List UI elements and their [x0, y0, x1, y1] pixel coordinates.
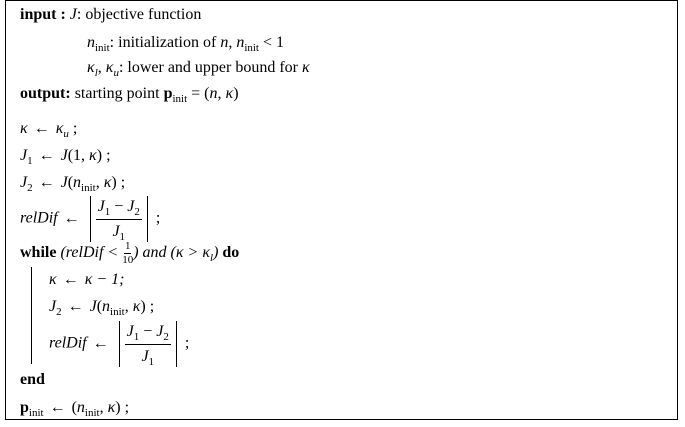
input-line-kappa-bounds	[87, 58, 310, 78]
reldif-num-J2: J	[127, 198, 135, 215]
kappa-bounds-desc: : lower and upper bound for	[118, 59, 302, 76]
final-n-sub: init	[84, 407, 100, 419]
loop3-name: relDif	[49, 334, 87, 352]
final-p: p	[20, 399, 29, 416]
final-p-sub: init	[28, 407, 44, 419]
step2-rhs-end: ) ;	[96, 147, 111, 164]
output-p-sub: init	[172, 93, 188, 105]
loop3-den-sub: 1	[148, 356, 155, 368]
output-keyword: output:	[20, 85, 71, 102]
input-ninit-desc: : initialization of	[109, 34, 221, 51]
loop3-num-J1: J	[126, 323, 134, 340]
loop3-num-J1-sub: 1	[133, 331, 140, 343]
loop3-minus: −	[139, 323, 157, 340]
loop2-lhs: J	[49, 298, 57, 315]
loop1-lhs: κ	[49, 271, 57, 288]
loop3-numerator	[125, 321, 171, 345]
while-frac-num: 1	[124, 239, 131, 252]
step3-rhs-n: n	[73, 174, 82, 191]
kappa-l-sub: l	[94, 67, 98, 79]
loop2-rhs-n: n	[102, 298, 111, 315]
step3-rhs-J: J	[60, 174, 68, 191]
loop3-arrow: ←	[92, 334, 109, 352]
final-assignment	[20, 398, 129, 418]
do-keyword: do	[222, 244, 240, 261]
reldif-end: ;	[151, 209, 161, 227]
kappa-comma: ,	[97, 59, 106, 76]
loop3-abs	[119, 321, 177, 367]
final-arrow: ←	[49, 399, 66, 416]
reldif-num-J1-sub: 1	[104, 206, 111, 218]
final-end: ) ;	[115, 399, 130, 416]
step1-end: ;	[68, 120, 78, 137]
step3-rhs-n-sub: init	[81, 182, 96, 194]
while-frac-den: 10	[122, 253, 134, 266]
loop3-fraction	[125, 321, 171, 367]
step2-rhs-J: J	[60, 147, 68, 164]
loop3-num-J2-sub: 2	[163, 331, 169, 343]
loop3-end: ;	[180, 334, 190, 352]
output-comma: ,	[217, 85, 226, 102]
kappa-bounds-kappa: κ	[302, 59, 310, 76]
while-fraction	[122, 241, 133, 266]
input-colon: :	[56, 6, 66, 23]
final-open: (	[71, 399, 77, 416]
step3-rhs-comma: ,	[95, 174, 104, 191]
loop2-arrow: ←	[67, 298, 84, 315]
while-line	[20, 240, 239, 266]
output-close: )	[233, 85, 239, 102]
input-n-sub: init	[95, 42, 110, 54]
loop2-rhs-kappa: κ	[132, 298, 141, 315]
step-kappa-init	[20, 119, 77, 139]
loop2-rhs-comma: ,	[124, 298, 133, 315]
input-ninit-cond-n: n	[236, 34, 245, 51]
input-keyword: input	[20, 6, 57, 23]
reldif-numerator	[96, 196, 142, 220]
loop-J2	[49, 297, 154, 317]
step1-arrow: ←	[33, 120, 50, 137]
loop3-num-J2: J	[156, 323, 164, 340]
kappa-u: κ	[105, 59, 114, 76]
loop2-lhs-sub: 2	[56, 306, 62, 318]
reldif-num-J2-sub: 2	[134, 206, 140, 218]
loop-kappa-decrement	[49, 270, 125, 290]
kappa-l: κ	[87, 59, 95, 76]
output-kappa: κ	[225, 85, 234, 102]
step3-lhs: J	[20, 174, 28, 191]
reldif-num-J1: J	[97, 198, 105, 215]
input-ninit-n: n	[220, 34, 229, 51]
step3-rhs-open: (	[67, 174, 74, 191]
loop2-rhs-J: J	[89, 298, 97, 315]
input-J: J	[69, 6, 77, 23]
reldif-fraction	[96, 196, 142, 242]
input-line-objective	[20, 5, 201, 25]
while-cond-sub: l	[210, 252, 214, 264]
end-keyword: end	[20, 371, 45, 388]
step2-lhs: J	[20, 147, 28, 164]
output-line	[20, 84, 239, 104]
output-n: n	[209, 85, 218, 102]
input-ninit-sep: ,	[228, 34, 237, 51]
end-line	[20, 370, 45, 390]
step3-rhs-end: ) ;	[111, 174, 126, 191]
final-kappa: κ	[107, 399, 116, 416]
step1-rhs: κ	[55, 120, 64, 137]
while-keyword: while	[20, 244, 57, 261]
input-n: n	[87, 34, 95, 51]
input-ninit-cond-sub: init	[244, 42, 259, 54]
reldif-arrow: ←	[63, 209, 80, 227]
reldif-abs	[90, 196, 148, 242]
output-p: p	[163, 85, 173, 102]
loop2-rhs-end: ) ;	[140, 298, 155, 315]
loop-body-bar	[31, 267, 32, 364]
loop3-denominator	[141, 345, 154, 367]
reldif-denominator	[112, 220, 125, 242]
step1-lhs: κ	[20, 120, 28, 137]
final-comma: ,	[99, 399, 108, 416]
step3-arrow: ←	[38, 174, 55, 191]
while-cond-1: (relDif <	[56, 244, 123, 261]
final-n: n	[76, 399, 85, 416]
step3-lhs-sub: 2	[27, 182, 33, 194]
loop2-rhs-n-sub: init	[110, 306, 125, 318]
reldif-den-sub: 1	[119, 231, 126, 243]
step2-arrow: ←	[38, 147, 55, 164]
input-line-ninit	[87, 33, 284, 53]
reldif-den-J: J	[112, 223, 120, 240]
loop1-rhs: κ − 1;	[84, 271, 125, 288]
loop3-den-J: J	[141, 348, 149, 365]
step2-rhs-args: (1,	[67, 147, 90, 164]
step2-lhs-sub: 1	[27, 155, 33, 167]
step1-rhs-sub: u	[63, 128, 69, 140]
loop1-arrow: ←	[62, 271, 79, 288]
while-cond-2: ) and (κ > κ	[133, 244, 211, 261]
reldif-name: relDif	[20, 209, 58, 227]
input-ninit-cond-rest: < 1	[258, 34, 285, 51]
step3-rhs-kappa: κ	[103, 174, 112, 191]
reldif-minus: −	[110, 198, 128, 215]
output-eq: = (	[187, 85, 210, 102]
while-cond-3: )	[213, 244, 219, 261]
loop-reldif	[49, 321, 189, 367]
kappa-u-sub: u	[113, 67, 119, 79]
step-J2	[20, 173, 125, 193]
step-J1	[20, 146, 111, 166]
loop2-rhs-open: (	[96, 298, 103, 315]
output-desc: starting point	[70, 85, 164, 102]
step2-rhs-kappa: κ	[89, 147, 97, 164]
input-J-desc: : objective function	[76, 6, 202, 23]
step-reldif	[20, 196, 160, 242]
